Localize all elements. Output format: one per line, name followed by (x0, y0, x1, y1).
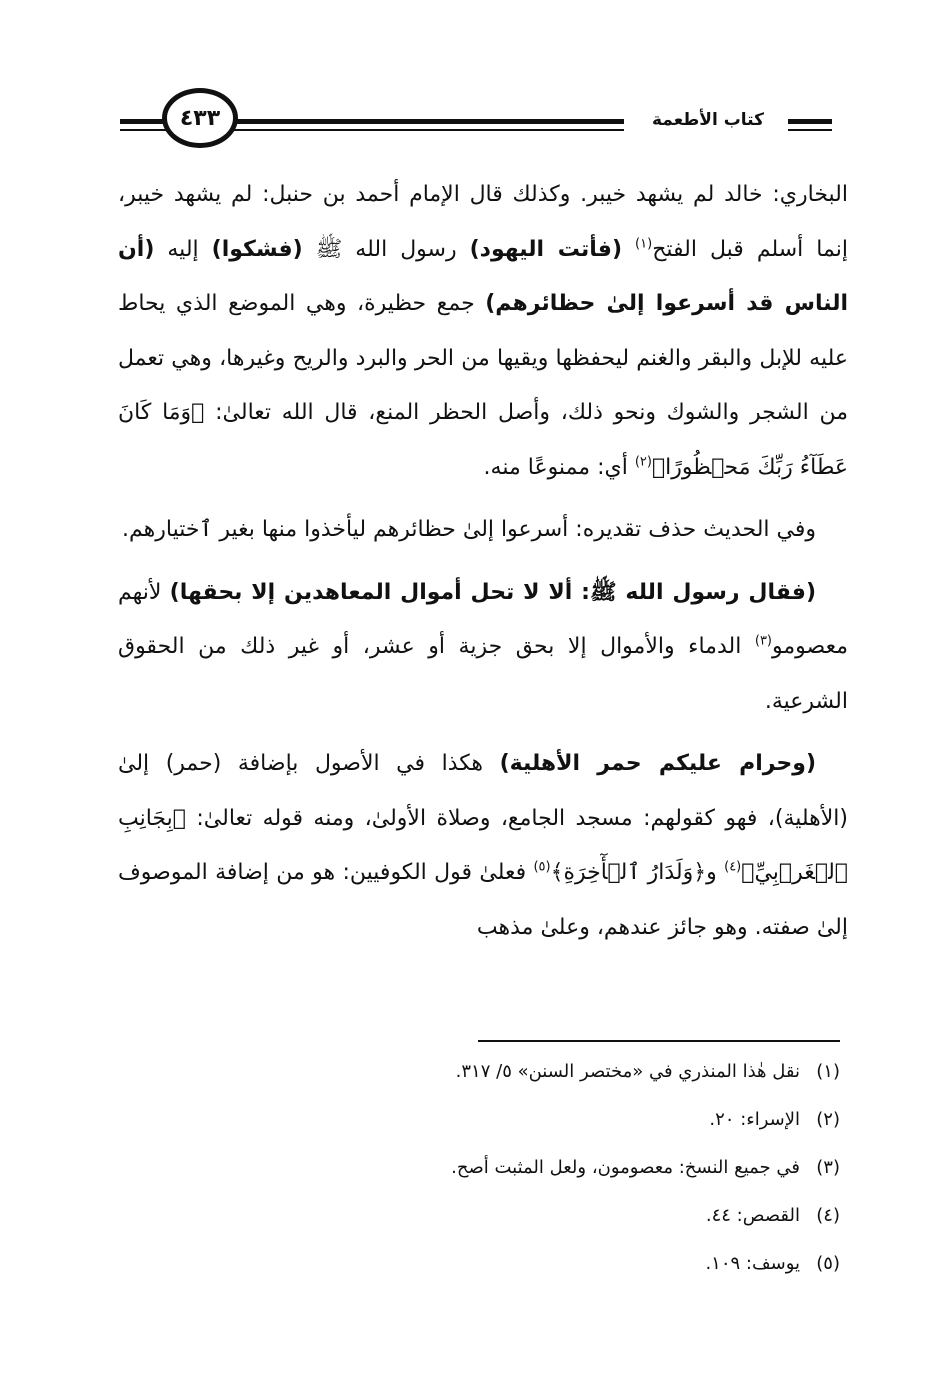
footnote-text: نقل هٰذا المنذري في «مختصر السنن» ٥/ ٣١٧. (455, 1061, 800, 1082)
footnote-number: (٣) (816, 1157, 840, 1178)
footnote-number: (٤) (816, 1205, 840, 1226)
text-run: البخاري: خالد لم يشهد خيبر. وكذلك قال الإمام أحمد بن حنبل: لم يشهد خيبر، إنما أسلم قبل الفتح (118, 182, 848, 262)
footnote-item (300, 1052, 840, 1100)
page-header (120, 86, 832, 156)
footnote-text: الإسراء: ٢٠. (709, 1109, 800, 1130)
footnote-item (300, 1100, 840, 1148)
footnote-ref-5: (٥) (533, 859, 551, 875)
footnotes (300, 1052, 840, 1292)
footnote-item (300, 1196, 840, 1244)
page-number: ٤٣٣ (179, 105, 221, 131)
paragraph-3 (118, 566, 848, 730)
quran-verse: ﴿وَلَدَارُ ٱلۡأٓخِرَةِ﴾ (550, 860, 707, 885)
hadith-quote: (فقال رسول الله ﷺ: ألا لا تحل أموال المعاهدين إلا بحقها) (169, 579, 816, 605)
footnote-item (300, 1244, 840, 1292)
chapter-title: كتاب الأطعمة (651, 110, 764, 130)
header-rule-right-thin (788, 129, 832, 131)
footnote-number: (١) (816, 1061, 840, 1082)
text-run: رسول الله ﷺ (315, 236, 457, 262)
text-run: جمع حظيرة، وهي الموضع الذي يحاط عليه للإبل والبقر والغنم ليحفظها ويقيها من الحر والبرد والريح وغيرها، وهي تعمل من الشجر والشوك ونحو ذلك، وأصل الحظر المنع، قال الله تعالىٰ: (118, 291, 849, 425)
hadith-quote: (فشكوا) (211, 236, 303, 262)
text-run: الدماء والأموال إلا بحق جزية أو عشر، أو غير ذلك من الحقوق الشرعية. (118, 634, 848, 714)
text-run: لأنهم معصومو (118, 579, 848, 659)
footnote-text: في جميع النسخ: معصومون، ولعل المثبت أصح. (451, 1157, 800, 1178)
text-run: و (706, 860, 717, 885)
footnote-text: القصص: ٤٤. (705, 1205, 800, 1226)
quran-verse: ﴿بِجَانِبِ ٱلۡغَرۡبِيِّ﴾ (118, 805, 848, 885)
main-text (118, 168, 848, 955)
footnote-ref-3: (٣) (754, 633, 772, 649)
quran-verse: ﴿وَمَا كَانَ عَطَآءُ رَبِّكَ مَحۡظُورًا﴾ (118, 400, 848, 480)
footnote-separator (478, 1040, 840, 1042)
header-rule-middle (230, 119, 624, 124)
footnote-ref-1: (١) (635, 236, 653, 252)
paragraph-2: وفي الحديث حذف تقديره: أسرعوا إلىٰ حظائرهم ليأخذوا منها بغير ٱختيارهم. (122, 517, 816, 542)
header-rule-right (788, 119, 832, 124)
hadith-quote: (فأتت اليهود) (469, 236, 623, 262)
text-run: أي: ممنوعًا منه. (483, 454, 628, 480)
footnote-ref-4: (٤) (724, 859, 742, 875)
text-run: هكذا في الأصول بإضافة (حمر) إلىٰ (الأهلية)، فهو كقولهم: مسجد الجامع، وصلاة الأولىٰ، ومنه قوله تعالىٰ: (118, 751, 848, 831)
hadith-quote: (أن الناس قد أسرعوا إلىٰ حظائرهم) (118, 236, 848, 316)
paragraph-4 (118, 737, 848, 955)
hadith-quote: (وحرام عليكم حمر الأهلية) (499, 751, 817, 776)
footnote-ref-2: (٢) (634, 454, 652, 470)
text-run: فعلىٰ قول الكوفيين: هو من إضافة الموصوف إلىٰ صفته. وهو جائز عندهم، وعلىٰ مذهب (118, 860, 848, 940)
page-number-badge (162, 88, 238, 148)
footnote-text: يوسف: ١٠٩. (705, 1253, 800, 1274)
footnote-number: (٢) (816, 1109, 840, 1130)
paragraph-1 (118, 168, 848, 495)
footnote-item (300, 1148, 840, 1196)
footnote-number: (٥) (816, 1253, 840, 1274)
header-rule-middle-thin (230, 129, 624, 131)
text-run: إليه (167, 236, 199, 262)
